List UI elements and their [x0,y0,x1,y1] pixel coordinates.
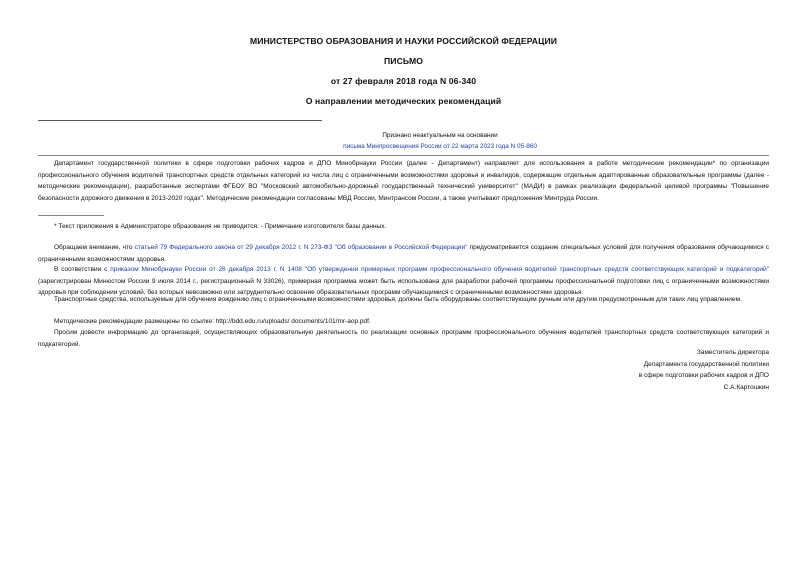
footnote: * Текст приложения в Администраторе образования не приводится. - Примечание изготовителя базы данных. [54,223,387,230]
footnote-divider [38,215,104,216]
paragraph-request: Просим довести информацию до организаций, осуществляющих образовательную деятельность по реализации основных программ профессионального обучения водителей транспортных средств соответствующих категорий и подкатегорий. [38,329,769,348]
paragraph-department: Департамент государственной политики в сфере подготовки рабочих кадров и ДПО Минобрнауки России (далее - Департамент) направляет для использования в работе методические рекомендации* по организации профессионального обучения водителей транспортных средств отдельных категорий из числа лиц с ограниченными возможностями здоровья и инвалидов, содержащие отдельные адаптированные образовательные программы (далее - методические рекомендации), разработанные экспертами ФГБОУ ВО "Московский автомобильно-дорожный государственный технический университет" (МАДИ) в рамках реализации федеральной целевой программы "Повышение безопасности дорожного движения в 2013-2020 годах". Методические рекомендации согласованы МВД России, Минтрансом России, а также учитывают предложения Минтруда России. [38,160,769,202]
note-divider [38,155,769,156]
paragraph-attention [38,242,769,265]
status-note-text: Признано неактуальным на основании [382,132,498,139]
status-note [230,130,650,152]
signature-sphere: в сфере подготовки рабочих кадров и ДПО [638,372,769,379]
document-type: ПИСЬМО [384,56,423,66]
document-subject: О направлении методических рекомендаций [305,96,502,106]
paragraph-link-info: Методические рекомендации размещены по ссылке: http://bdd.edu.ru/uploads/ documents/101/mr-aop.pdf. [54,318,371,325]
document-date-number: от 27 февраля 2018 года N 06-340 [330,76,477,86]
paragraph-attention-lead: Обращаем внимание, что [54,244,135,251]
order-1408-link[interactable]: приказом Минобрнауки России от 26 декабря 2013 г. N 1408 "Об утверждении примерных программ профессионального обучения водителей транспортных средств соответствующих категорий и подкатегорий" [110,266,770,273]
paragraph-order-tail: (зарегистрирован Минюстом России 9 июля 2014 г., регистрационный N 33026), примерная программа может быть использована для разработки рабочей программы профессиональной подготовки лиц с ограниченными возможностями здоровья при соблюдении условий, без которых невозможно или затруднительно освоение образовательных программ обучающимися с ограниченными возможностями здоровья. [38,277,769,296]
signature-department: Департамента государственной политики [643,360,769,368]
ministry-heading: МИНИСТЕРСТВО ОБРАЗОВАНИЯ И НАУКИ РОССИЙСКОЙ ФЕДЕРАЦИИ [249,36,558,46]
signature-block [469,347,769,393]
header-divider [38,120,322,121]
signature-position: Заместитель директора [696,349,769,356]
status-note-link[interactable]: письма Минпросвещения России от 22 марта 2023 года N 05-860 [343,143,537,150]
law-article-link[interactable]: статьей 79 Федерального закона от 29 декабря 2012 г. N 273-ФЗ "Об образовании в Российской Федерации" [134,244,468,251]
paragraph-attention-tail: предусматривается создание специальных условий для получения образования обучающимися с ограниченными возможностями здоровья. [38,244,769,263]
paragraph-vehicles: Транспортные средства, используемые для обучения вождению лиц с ограниченными возможностями здоровья, должны быть оборудованы соответствующим ручным или другим предусмотренным для таких лиц управлением. [54,296,742,303]
signature-name: С.А.Картошкин [723,383,769,391]
paragraph-order-lead: В соответствии с [54,266,111,273]
